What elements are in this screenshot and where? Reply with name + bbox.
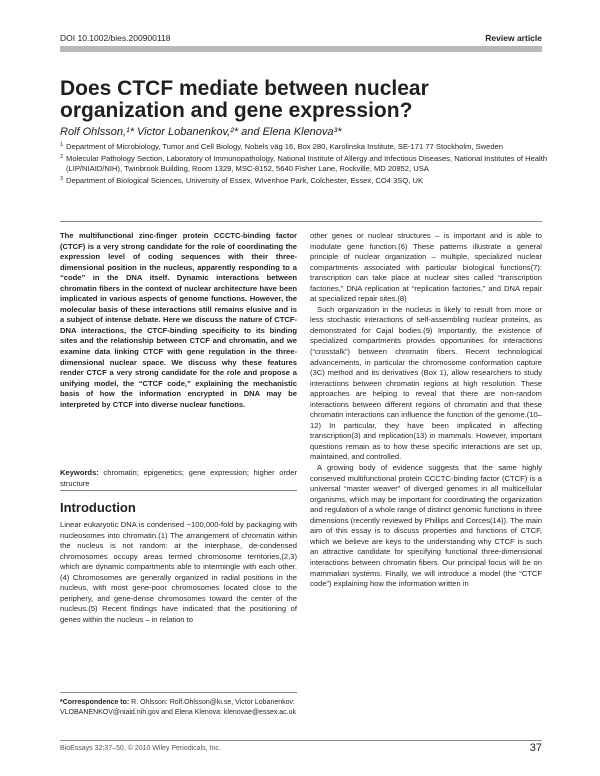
affiliation-text: Department of Biological Sciences, University of Essex, Wivenhoe Park, Colchester, Essex, CO4 3SQ, UK xyxy=(66,175,424,185)
right-column-text xyxy=(310,231,542,590)
correspondence-note xyxy=(60,698,297,717)
header-rule xyxy=(60,46,542,52)
authors: Rolf Ohlsson,¹* Victor Lobanenkov,²* and Elena Klenova³* xyxy=(60,126,342,138)
section-rule xyxy=(60,221,542,222)
affiliation-number: 2 xyxy=(60,153,64,160)
journal-citation: BioEssays 32:37–50, © 2010 Wiley Periodicals, Inc. xyxy=(60,745,221,752)
footer-rule xyxy=(60,740,542,741)
footnote-rule xyxy=(60,692,297,693)
paragraph: Such organization in the nucleus is likely to result from more or less stochastic interactions of self-assembling nuclear proteins, as demonstrated for Cajal bodies.(9) Importantly, the existence of specialized compartments provides opportunities for interactions (“crosstalk”) between chromatin fibers. Recent technological advancements, in particular the chromosome conformation capture (3C) method and its derivatives (Box 1), allow researchers to study interactions between chromatin regions at high resolution. These approaches are helping to reveal that there are non-random interactions between different regions of chromatin and that these chromatin interactions can influence the function of the genome.(10–12) In particular, they have been implicated in affecting transcription(3) and replication(13) in mammals. However, important questions remain as to how these specific interactions are set up, maintained, and controlled. xyxy=(310,304,542,462)
affiliation-item xyxy=(60,176,550,186)
affiliation-number: 3 xyxy=(60,175,64,182)
keywords-label: Keywords: xyxy=(60,468,99,477)
correspondence-label: *Correspondence to: xyxy=(60,699,130,706)
affiliations xyxy=(60,142,550,188)
affiliation-text: Molecular Pathology Section, Laboratory of Immunopathology, National Institute of Allergy and Infectious Diseases, National Institutes of Health (LIP/NIAID/NIH), Twinbrook Building, Room 1329, MSC-8152, 5640 Fisher Lane, Rockville, MD 20852, USA xyxy=(66,153,548,174)
correspondence-text: R. Ohlsson: Rolf.Ohlsson@ki.se, Victor Lobanenkov: VLOBANENKOV@niaid.nih.gov and Elena Klenova: klenovae@essex.ac.uk xyxy=(60,699,297,716)
affiliation-text: Department of Microbiology, Tumor and Cell Biology, Nobels väg 16, Box 280, Karolinska Institute, SE-171 77 Stockholm, Sweden xyxy=(66,142,504,151)
section-rule xyxy=(60,490,297,491)
affiliation-number: 1 xyxy=(60,142,64,148)
introduction-text xyxy=(60,520,297,625)
keywords xyxy=(60,468,297,489)
paragraph: Linear eukaryotic DNA is condensed ~100,000-fold by packaging with nucleosomes into chromatin.(1) The arrangement of chromatin within the nucleus is not random: at the interphase, de-condensed chromosomes occupy areas termed chromosome territories,(2,3) which are dynamic compartments able to intermingle with each other.(4) Chromosomes are generally organized in radial positions in the nucleus, with most gene-poor chromosomes located close to the periphery, and gene-dense chromosomes toward the center of the nucleus.(5) Recent findings have indicated that the positioning of genes within the nucleus – in relation to xyxy=(60,520,297,624)
abstract: The multifunctional zinc-finger protein CCCTC-binding factor (CTCF) is a very strong candidate for the role of coordinating the expression level of coding sequences with their three-dimensional position in the nucleus, apparently responding to a “code” in the DNA itself. Dynamic interactions between chromatin fibers in the context of nuclear architecture have been implicated in various aspects of genome functions. However, the molecular basis of these interactions still remains elusive and is a subject of intense debate. Here we discuss the nature of CTCF-DNA interactions, the CTCF-binding specificity to its binding sites and the relationship between CTCF and chromatin, and we examine data linking CTCF with gene regulation in the three-dimensional nuclear space. We discuss why these features render CTCF a very strong candidate for the role and propose a unifying model, the “CTCF code,” explaining the mechanistic basis of how the information encrypted in DNA may be interpreted by CTCF into diverse nuclear functions. xyxy=(60,231,297,409)
section-heading-introduction: Introduction xyxy=(60,500,136,515)
paragraph: other genes or nuclear structures – is important and is able to modulate gene function.(6) These patterns illustrate a general principle of nuclear organization – multiple, specialized nuclear compartments associated with particular biological functions(7): transcription can take place at nuclear sites called “transcription factories,” DNA replication at “replication factories,” and DNA repair at specialized repair sites.(8) xyxy=(310,231,542,304)
article-title: Does CTCF mediate between nuclear organization and gene expression? xyxy=(60,77,429,122)
doi: DOI 10.1002/bies.200900118 xyxy=(60,33,171,43)
paragraph: A growing body of evidence suggests that the same highly conserved multifunctional protein CCCTC-binding factor (CTCF) is a universal “master weaver” of diverged genomes in all multicellular organisms, which may be important for coordinating the organization and regulation of a whole range of distinct genomic functions in three dimensions (recently reviewed by Phillips and Corces(14)). The main aim of this essay is to discuss properties and functions of CTCF, which we believe are keys to the understanding why CTCF is such an attractive candidate for specifying functional three-dimensional interactions between chromatin fibers. Our principal focus will be on mammalian systems. Finally, we will introduce a model (the “CTCF code”) explaining how the information written in xyxy=(310,463,542,589)
article-type: Review article xyxy=(485,33,542,43)
page-number: 37 xyxy=(529,742,542,754)
keywords-text: chromatin; epigenetics; gene expression; higher order structure xyxy=(60,468,297,488)
affiliation-item xyxy=(60,154,550,175)
affiliation-item xyxy=(60,142,550,152)
